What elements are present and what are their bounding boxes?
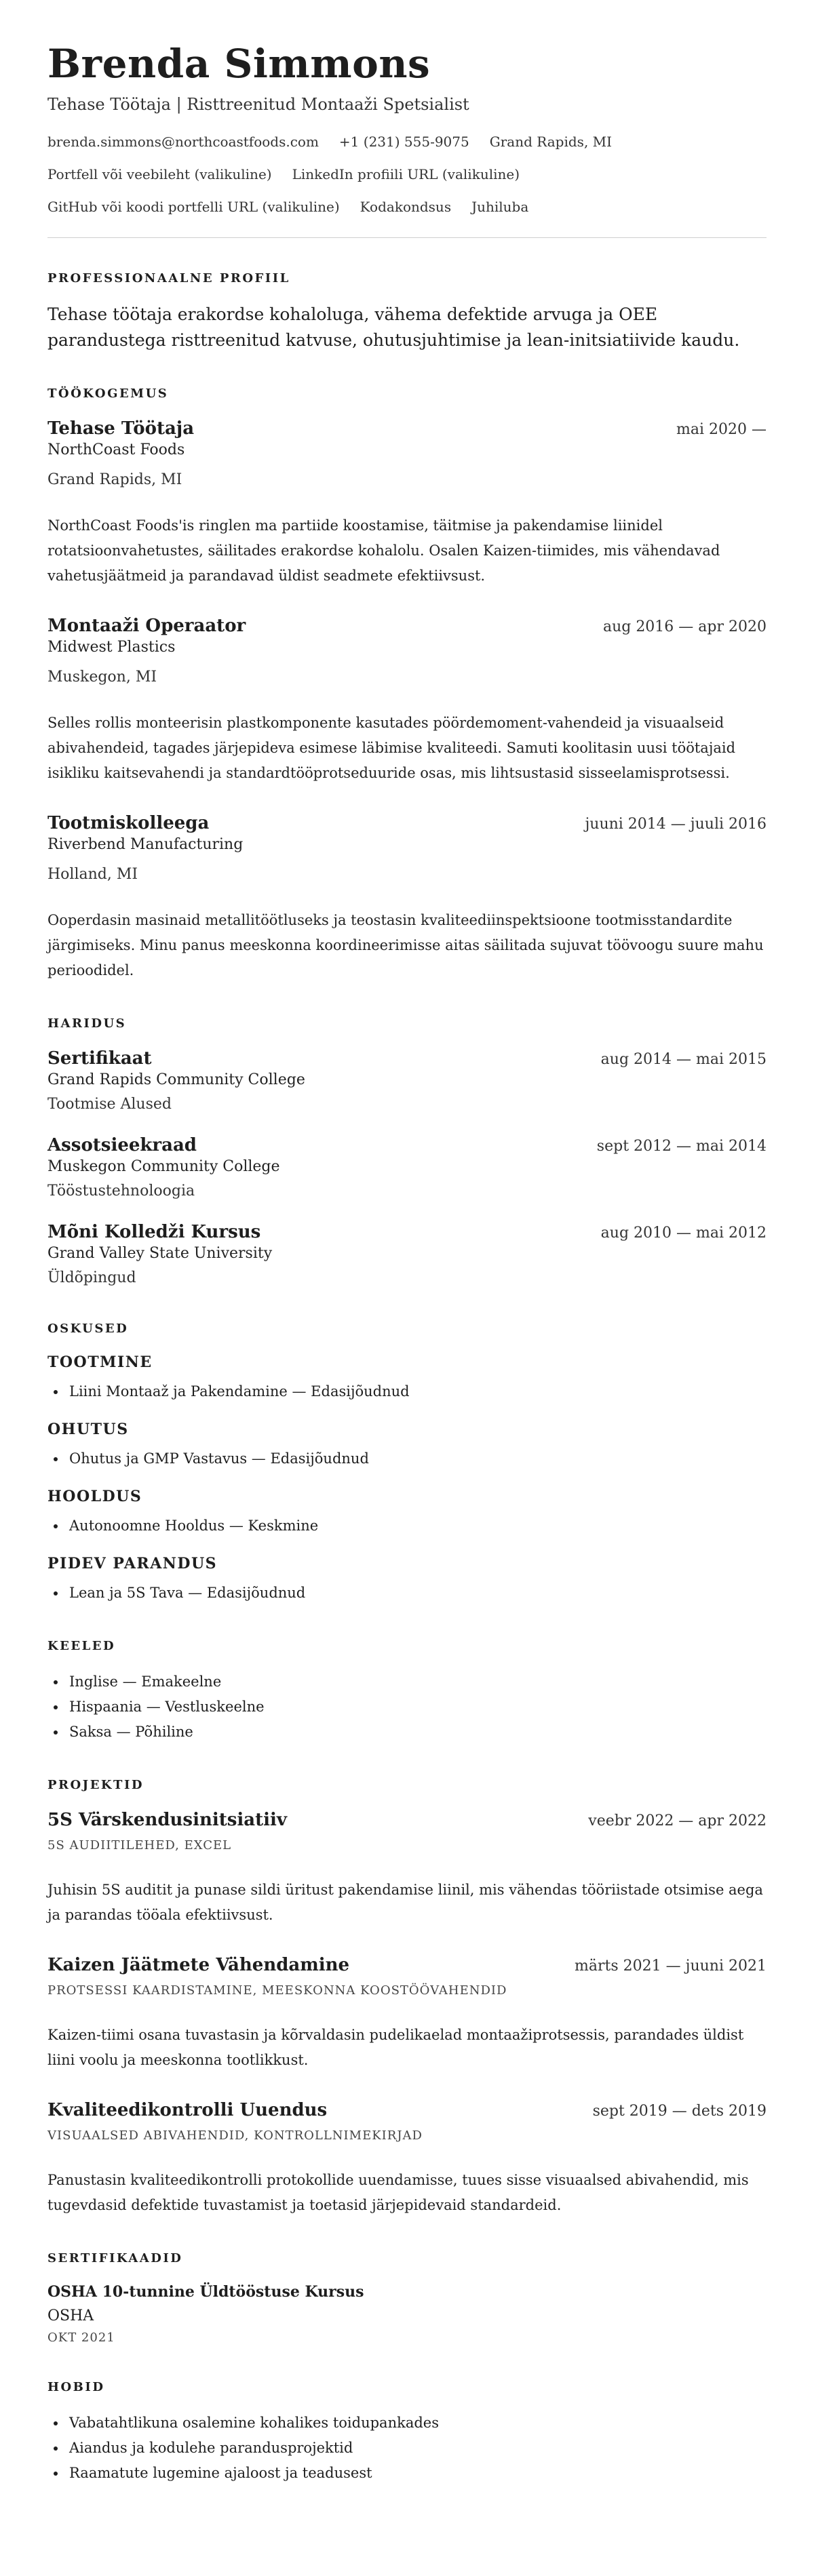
job-location: Grand Rapids, MI xyxy=(47,471,182,488)
contact-line-2 xyxy=(47,164,767,184)
job-dates: mai 2020 — xyxy=(676,421,767,438)
location-text: Grand Rapids, MI xyxy=(489,134,613,150)
field-of-study: Tööstustehnoloogia xyxy=(47,1183,195,1200)
skill-item: • Liini Montaaž ja Pakendamine — Edasijõudnud xyxy=(66,1379,767,1404)
field-of-study: Tootmise Alused xyxy=(47,1096,172,1113)
hobby-item: • Vabatahtlikuna osalemine kohalikes toidupankades xyxy=(66,2411,767,2436)
job-company: NorthCoast Foods xyxy=(47,441,185,458)
project-tools: 5S AUDIITILEHED, EXCEL xyxy=(47,1838,232,1852)
language-item: • Inglise — Emakeelne xyxy=(66,1669,767,1695)
project-entry xyxy=(47,1954,767,2073)
project-description: Panustasin kvaliteedikontrolli protokollide uuendamisse, tuues sisse visuaalsed abivahendid, mis tugevdasid defektide tuvastamist ja toetasid järjepidevaid standardeid. xyxy=(47,2172,749,2213)
project-description: Juhisin 5S auditit ja punase sildi üritust pakendamise liinil, mis vähendas tööriistade otsimise aega ja parandas tööala efektiivsust. xyxy=(47,1882,763,1923)
degree-title: Sertifikaat xyxy=(47,1048,152,1069)
experience-section xyxy=(47,386,767,983)
job-description: Ooperdasin masinaid metallitöötluseks ja teostasin kvaliteediinspektsioone tootmisstandardite järgimiseks. Minu panus meeskonna koordineerimisse aitas säilitada sujuvat töövoogu suure mahu perioodidel. xyxy=(47,912,764,978)
section-title-hobbies: HOBID xyxy=(47,2380,105,2394)
education-entry xyxy=(47,1221,767,1288)
education-entry xyxy=(47,1047,767,1115)
field-of-study: Üldõpingud xyxy=(47,1269,136,1286)
experience-entry xyxy=(47,812,767,983)
skill-category: TOOTMINE xyxy=(47,1353,153,1371)
section-title-languages: KEELED xyxy=(47,1639,116,1653)
certification-date: OKT 2021 xyxy=(47,2331,115,2345)
header-divider xyxy=(47,237,767,238)
job-dates: aug 2016 — apr 2020 xyxy=(602,618,767,635)
project-dates: sept 2019 — dets 2019 xyxy=(592,2103,767,2120)
project-name: Kvaliteedikontrolli Uuendus xyxy=(47,2100,328,2120)
contact-line-3 xyxy=(47,197,767,217)
job-company: Riverbend Manufacturing xyxy=(47,836,244,853)
job-title: Tootmiskolleega xyxy=(47,813,210,833)
projects-section xyxy=(47,1777,767,2218)
project-description: Kaizen-tiimi osana tuvastasin ja kõrvaldasin pudelikaelad montaažiprotsessis, parandades üldist liini voolu ja meeskonna tootlikkust. xyxy=(47,2027,744,2068)
languages-section xyxy=(47,1638,767,1745)
project-entry-header xyxy=(47,1954,767,1977)
experience-entry-header xyxy=(47,812,767,835)
certification-org: OSHA xyxy=(47,2307,94,2324)
linkedin-link[interactable]: LinkedIn profiili URL (valikuline) xyxy=(292,166,520,182)
hobbies-section xyxy=(47,2379,767,2486)
degree-title: Mõni Kolledži Kursus xyxy=(47,1222,261,1242)
certification-name: OSHA 10-tunnine Üldtööstuse Kursus xyxy=(47,2283,364,2301)
project-tools: VISUAALSED ABIVAHENDID, KONTROLLNIMEKIRJAD xyxy=(47,2128,423,2143)
skill-item: • Ohutus ja GMP Vastavus — Edasijõudnud xyxy=(66,1446,767,1471)
github-link[interactable]: GitHub või koodi portfelli URL (valikuline) xyxy=(47,199,340,215)
skill-category: OHUTUS xyxy=(47,1421,129,1438)
contact-line-1 xyxy=(47,132,767,152)
education-dates: sept 2012 — mai 2014 xyxy=(596,1138,767,1155)
skill-group xyxy=(47,1553,767,1606)
job-location: Holland, MI xyxy=(47,866,138,883)
project-dates: märts 2021 — juuni 2021 xyxy=(575,1958,767,1975)
section-title-skills: OSKUSED xyxy=(47,1322,129,1336)
contact-block xyxy=(47,132,767,217)
phone-text: +1 (231) 555-9075 xyxy=(338,134,469,150)
section-title-certifications: SERTIFIKAADID xyxy=(47,2251,183,2265)
profile-text: Tehase töötaja erakordse kohaloluga, vähema defektide arvuga ja OEE parandustega risttreenitud katvuse, ohutusjuhtimise ja lean-initsiatiivide kaudu. xyxy=(47,304,740,350)
candidate-subtitle: Tehase Töötaja | Risttreenitud Montaaži Spetsialist xyxy=(47,95,469,114)
skill-category: PIDEV PARANDUS xyxy=(47,1555,218,1572)
education-entry-header xyxy=(47,1221,767,1244)
certifications-section xyxy=(47,2251,767,2347)
skill-list xyxy=(47,1581,767,1606)
education-dates: aug 2014 — mai 2015 xyxy=(600,1051,767,1068)
education-entry-header xyxy=(47,1047,767,1070)
project-entry xyxy=(47,1808,767,1928)
language-item: • Hispaania — Vestluskeelne xyxy=(66,1695,767,1720)
section-title-experience: TÖÖKOGEMUS xyxy=(47,387,169,401)
project-dates: veebr 2022 — apr 2022 xyxy=(588,1812,767,1829)
resume-header xyxy=(47,39,767,217)
profile-section xyxy=(47,271,767,353)
section-title-projects: PROJEKTID xyxy=(47,1778,144,1792)
project-entry-header xyxy=(47,2099,767,2122)
hobby-item: • Aiandus ja kodulehe parandusprojektid xyxy=(66,2436,767,2461)
project-name: Kaizen Jäätmete Vähendamine xyxy=(47,1955,350,1975)
skill-group xyxy=(47,1486,767,1539)
education-entry xyxy=(47,1134,767,1202)
skill-group xyxy=(47,1419,767,1471)
email-link[interactable]: brenda.simmons@northcoastfoods.com xyxy=(47,134,319,150)
citizenship-text: Kodakondsus xyxy=(360,199,452,215)
license-text: Juhiluba xyxy=(471,199,529,215)
project-entry xyxy=(47,2099,767,2218)
hobby-item: • Raamatute lugemine ajaloost ja teadusest xyxy=(66,2461,767,2486)
candidate-name: Brenda Simmons xyxy=(47,41,431,87)
section-title-education: HARIDUS xyxy=(47,1016,127,1031)
project-entry-header xyxy=(47,1808,767,1831)
job-location: Muskegon, MI xyxy=(47,669,157,686)
certification-entry xyxy=(47,2282,767,2347)
skill-list xyxy=(47,1379,767,1404)
skill-list xyxy=(47,1446,767,1471)
job-title: Montaaži Operaator xyxy=(47,616,246,636)
experience-entry-header xyxy=(47,417,767,440)
job-description: Selles rollis monteerisin plastkomponente kasutades pöördemoment-vahendeid ja visuaalseid abivahendeid, tagades järjepideva esimese läbimise kvaliteedi. Samuti koolitasin uusi töötajaid isikliku kaitsevahendi ja standardtööprotseduuride osas, mis lihtsustasid sisseelamisprotsessi. xyxy=(47,715,736,781)
job-title: Tehase Töötaja xyxy=(47,418,195,439)
experience-entry xyxy=(47,417,767,589)
skill-group xyxy=(47,1352,767,1404)
section-title-profile: PROFESSIONAALNE PROFIIL xyxy=(47,271,290,285)
school-name: Grand Rapids Community College xyxy=(47,1071,305,1088)
hobby-list xyxy=(47,2411,767,2486)
job-dates: juuni 2014 — juuli 2016 xyxy=(585,816,767,833)
skill-list xyxy=(47,1513,767,1539)
job-company: Midwest Plastics xyxy=(47,639,176,656)
skills-section xyxy=(47,1321,767,1606)
skill-item: • Lean ja 5S Tava — Edasijõudnud xyxy=(66,1581,767,1606)
project-name: 5S Värskendusinitsiatiiv xyxy=(47,1810,287,1830)
experience-entry-header xyxy=(47,614,767,637)
language-list xyxy=(47,1669,767,1745)
school-name: Muskegon Community College xyxy=(47,1158,280,1175)
skill-category: HOOLDUS xyxy=(47,1488,142,1505)
experience-entry xyxy=(47,614,767,786)
portfolio-link[interactable]: Portfell või veebileht (valikuline) xyxy=(47,166,272,182)
degree-title: Assotsieekraad xyxy=(47,1135,197,1155)
education-entry-header xyxy=(47,1134,767,1157)
project-tools: PROTSESSI KAARDISTAMINE, MEESKONNA KOOSTÖÖVAHENDID xyxy=(47,1983,507,1998)
education-section xyxy=(47,1016,767,1288)
job-description: NorthCoast Foods'is ringlen ma partiide koostamise, täitmise ja pakendamise liinidel rotatsioonvahetustes, säilitades erakordse kohalolu. Osalen Kaizen-tiimides, mis vähendavad vahetusjäätmeid ja parandavad üldist seadmete efektiivsust. xyxy=(47,517,720,584)
language-item: • Saksa — Põhiline xyxy=(66,1720,767,1745)
education-dates: aug 2010 — mai 2012 xyxy=(600,1225,767,1242)
school-name: Grand Valley State University xyxy=(47,1245,273,1262)
skill-item: • Autonoomne Hooldus — Keskmine xyxy=(66,1513,767,1539)
